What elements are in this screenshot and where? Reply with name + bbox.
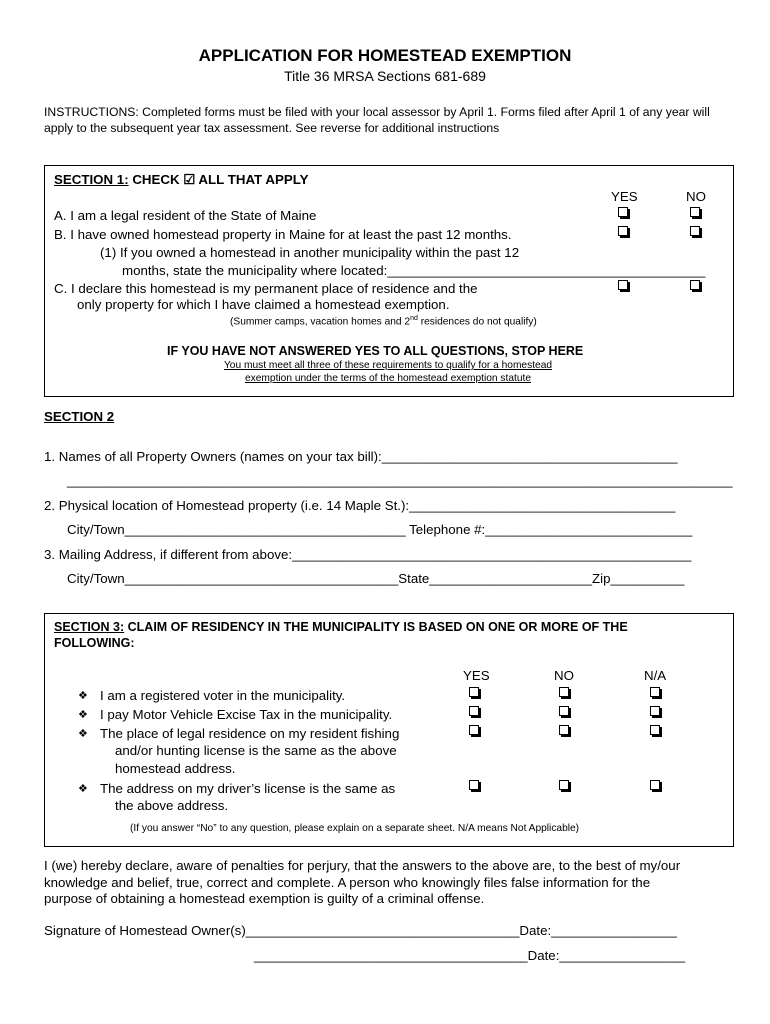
section3-note: (If you answer “No” to any question, please explain on a separate sheet. N/A means Not Applicable): [130, 823, 580, 834]
section3-na-header: N/A: [644, 668, 667, 683]
section2-city-phone-field[interactable]: City/Town______________________________________ Telephone #:____________________________: [67, 522, 693, 537]
section3-item4-line1: The address on my driver’s license is the same as: [100, 781, 396, 796]
instructions: INSTRUCTIONS: Completed forms must be filed with your local assessor by April 1. Forms filed after April 1 of any year will apply to the subsequent year tax assessment. See reverse for additional instructions: [44, 105, 710, 135]
section3-item2: I pay Motor Vehicle Excise Tax in the municipality.: [100, 707, 393, 722]
section1-item-c-line2: only property for which I have claimed a homestead exemption.: [77, 297, 450, 312]
section3-item4-yes-checkbox[interactable]: [469, 780, 479, 790]
section1-yes-header: YES: [611, 189, 638, 204]
diamond-bullet-icon: ❖: [78, 709, 88, 721]
section1-stop-sub1: You must meet all three of these requirements to qualify for a homestead: [223, 360, 553, 371]
section1-item-b-yes-checkbox[interactable]: [618, 226, 628, 236]
section3-item2-no-checkbox[interactable]: [559, 706, 569, 716]
section1-item-c-line1: C. I declare this homestead is my permanent place of residence and the: [54, 281, 478, 296]
declaration-line3: purpose of obtaining a homestead exemption is guilty of a criminal offense.: [44, 891, 485, 906]
section1-note: [230, 315, 537, 327]
section3-no-header: NO: [554, 668, 574, 683]
signature-line-1[interactable]: Signature of Homestead Owner(s)_____________________________________Date:_________________: [44, 923, 677, 938]
section3-heading-line1: [54, 620, 628, 634]
diamond-bullet-icon: ❖: [78, 690, 88, 702]
section1-no-header: NO: [686, 189, 706, 204]
section1-stop-warning: IF YOU HAVE NOT ANSWERED YES TO ALL QUESTIONS, STOP HERE: [167, 344, 584, 358]
section3-item1: I am a registered voter in the municipality.: [100, 688, 346, 703]
section3-item1-yes-checkbox[interactable]: [469, 687, 479, 697]
signature-line-2[interactable]: _____________________________________Date:_________________: [254, 948, 686, 963]
section1-heading-rest: CHECK ☑ ALL THAT APPLY: [128, 172, 309, 187]
section3-item3-no-checkbox[interactable]: [559, 725, 569, 735]
section3-item3-line1: The place of legal residence on my resident fishing: [100, 726, 400, 741]
section3-item3-yes-checkbox[interactable]: [469, 725, 479, 735]
section2-city-state-zip-field[interactable]: City/Town_____________________________________State______________________Zip__________: [67, 571, 685, 586]
section3-item1-na-checkbox[interactable]: [650, 687, 660, 697]
section2-mailing-field[interactable]: 3. Mailing Address, if different from above:______________________________________________________: [44, 547, 692, 562]
section1-item-c-no-checkbox[interactable]: [690, 280, 700, 290]
section3-yes-header: YES: [463, 668, 490, 683]
section1-item-b: B. I have owned homestead property in Maine for at least the past 12 months.: [54, 227, 512, 242]
form-subtitle: Title 36 MRSA Sections 681-689: [284, 68, 486, 84]
section3-item3-line2: and/or hunting license is the same as the above: [115, 743, 397, 758]
section1-heading-label: SECTION 1:: [54, 172, 129, 187]
section1-item-b1-line1: (1) If you owned a homestead in another municipality within the past 12: [100, 245, 520, 260]
form-title: APPLICATION FOR HOMESTEAD EXEMPTION: [198, 46, 572, 65]
section2-heading: SECTION 2: [44, 409, 115, 424]
section3-item2-yes-checkbox[interactable]: [469, 706, 479, 716]
section1-note-post: residences do not qualify): [417, 316, 537, 328]
section1-item-b1-line2[interactable]: months, state the municipality where located:___________________________________________: [122, 263, 706, 278]
section1-item-a: A. I am a legal resident of the State of Maine: [54, 208, 317, 223]
section3-item4-line2: the above address.: [115, 798, 229, 813]
section3-item3-line3: homestead address.: [115, 761, 236, 776]
section1-item-c-yes-checkbox[interactable]: [618, 280, 628, 290]
section3-heading-label: SECTION 3:: [54, 620, 125, 634]
diamond-bullet-icon: ❖: [78, 728, 88, 740]
section1-note-pre: (Summer camps, vacation homes and 2: [230, 316, 411, 328]
section1-note-sup: nd: [410, 315, 418, 322]
section2-location-field[interactable]: 2. Physical location of Homestead property (i.e. 14 Maple St.):____________________________________: [44, 498, 676, 513]
section3-item4-na-checkbox[interactable]: [650, 780, 660, 790]
section3-heading-line2: FOLLOWING:: [54, 636, 135, 650]
section2-owners-field[interactable]: 1. Names of all Property Owners (names on your tax bill):________________________________________: [44, 449, 678, 464]
declaration-line1: I (we) hereby declare, aware of penalties for perjury, that the answers to the above are, to the best of my/our: [44, 858, 681, 873]
section1-item-a-yes-checkbox[interactable]: [618, 207, 628, 217]
section3-item1-no-checkbox[interactable]: [559, 687, 569, 697]
declaration-line2: knowledge and belief, true, correct and complete. A person who knowingly files false information for the: [44, 875, 651, 890]
section1-heading: [54, 172, 309, 188]
section3-item4-no-checkbox[interactable]: [559, 780, 569, 790]
section3-item2-na-checkbox[interactable]: [650, 706, 660, 716]
section1-item-b-no-checkbox[interactable]: [690, 226, 700, 236]
section3-item3-na-checkbox[interactable]: [650, 725, 660, 735]
section3-heading-rest: CLAIM OF RESIDENCY IN THE MUNICIPALITY IS BASED ON ONE OR MORE OF THE: [124, 620, 628, 634]
section1-stop-sub2: exemption under the terms of the homestead exemption statute: [245, 373, 531, 384]
section2-owners-line2[interactable]: __________________________________________________________________________________________: [67, 473, 733, 488]
section1-item-a-no-checkbox[interactable]: [690, 207, 700, 217]
diamond-bullet-icon: ❖: [78, 783, 88, 795]
